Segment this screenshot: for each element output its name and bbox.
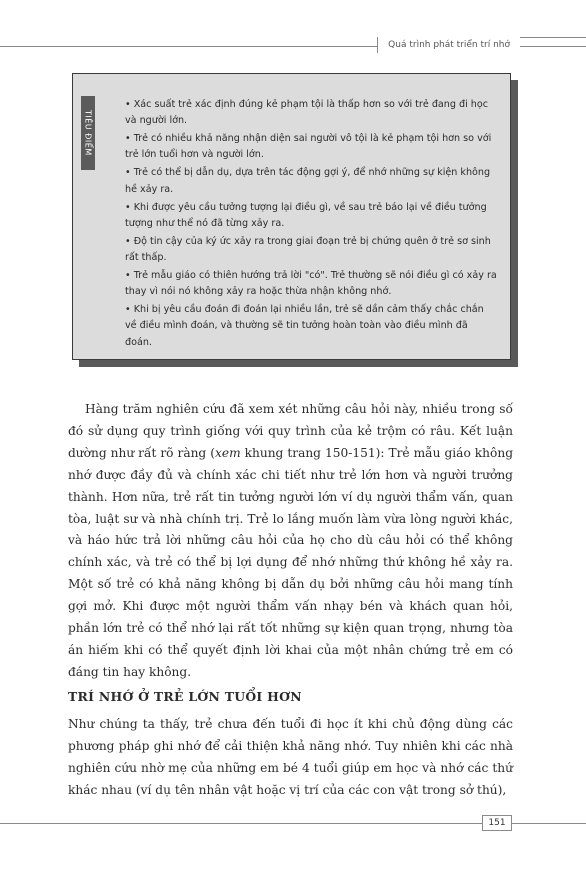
summary-tab bbox=[81, 96, 95, 170]
summary-bullet: • Trẻ có nhiều khả năng nhận diện sai người vô tội là kẻ phạm tội hơn so với trẻ lớn tuổi hơn và người lớn. bbox=[125, 133, 492, 161]
summary-bullet: • Khi bị yêu cầu đoán đi đoán lại nhiều lần, trẻ sẽ dần cảm thấy chắc chắn về điều mình đoán, và thường sẽ tin tưởng hoàn toàn vào điều mình đã đoán. bbox=[125, 304, 484, 348]
body-paragraph-1 bbox=[68, 399, 513, 684]
body-paragraph-2 bbox=[68, 714, 513, 802]
header-rule-right bbox=[520, 37, 586, 38]
paragraph bbox=[68, 399, 513, 684]
summary-bullet: • Xác suất trẻ xác định đúng kẻ phạm tội là thấp hơn so với trẻ đang đi học và người lớn. bbox=[125, 99, 489, 127]
summary-bullet: • Khi được yêu cầu tưởng tượng lại điều gì, về sau trẻ báo lại về điều tưởng tượng như thể nó đã từng xảy ra. bbox=[125, 201, 487, 229]
summary-bullet: • Độ tin cậy của ký ức xảy ra trong giai đoạn trẻ bị chứng quên ở trẻ sơ sinh rất thấp. bbox=[125, 235, 491, 264]
page-number: 151 bbox=[482, 815, 512, 831]
paragraph-text: Hàng trăm nghiên cứu đã xem xét những câu hỏi này, nhiều trong số đó sử dụng quy trình giống với quy trình của kẻ trộm có râu. Kết luận dường như rất rõ ràng ( bbox=[68, 402, 513, 460]
paragraph-text: khung trang 150-151): Trẻ mẫu giáo không nhớ được đầy đủ và chính xác chi tiết như trẻ lớn hơn và người trưởng thành. Hơn nữa, trẻ rất tin tưởng người lớn ví dụ người thẩm vấn, quan tòa, luật sư và nhà chính trị. Trẻ lo lắng muốn làm vừa lòng người khác, và háo hức trả lời những câu hỏi của họ cho dù câu hỏi có thể không chính xác, và trẻ có thể bị lợi dụng để nhớ những thứ không hề xảy ra. Một số trẻ có khả năng không bị dẫn dụ bởi những câu hỏi mang tính gợi mở. Khi được một người thẩm vấn nhạy bén và khách quan hỏi, phần lớn trẻ có thể nhớ lại rất tốt những sự kiện quan trọng, nhưng tòa án hiếm khi có thể quyết định lời khai của một nhân chứng trẻ em có đáng tin hay không. bbox=[68, 445, 513, 679]
summary-bullet: • Trẻ mẫu giáo có thiên hướng trả lời "có". Trẻ thường sẽ nói điều gì có xảy ra thay vì nói nó không xảy ra hoặc thừa nhận không nhớ. bbox=[125, 270, 497, 298]
summary-box bbox=[72, 73, 511, 360]
summary-tab-label: TIÊU ĐIỂM bbox=[83, 110, 93, 156]
summary-bullet: • Trẻ có thể bị dẫn dụ, dựa trên tác động gợi ý, để nhớ những sự kiện không hề xảy ra. bbox=[125, 167, 491, 195]
section-heading: TRÍ NHỚ Ở TRẺ LỚN TUỔI HƠN bbox=[68, 689, 302, 704]
summary-bullet-list bbox=[125, 97, 497, 353]
paragraph-emphasis: xem bbox=[214, 445, 241, 460]
running-title: Quá trình phát triển trí nhớ bbox=[377, 37, 520, 53]
paragraph: Như chúng ta thấy, trẻ chưa đến tuổi đi học ít khi chủ động dùng các phương pháp ghi nhớ để cải thiện khả năng nhớ. Tuy nhiên khi các nhà nghiên cứu nhờ mẹ của những em bé 4 tuổi giúp em học và nhớ các thứ khác nhau (ví dụ tên nhân vật hoặc vị trí của các con vật trong sở thú), bbox=[68, 717, 513, 797]
